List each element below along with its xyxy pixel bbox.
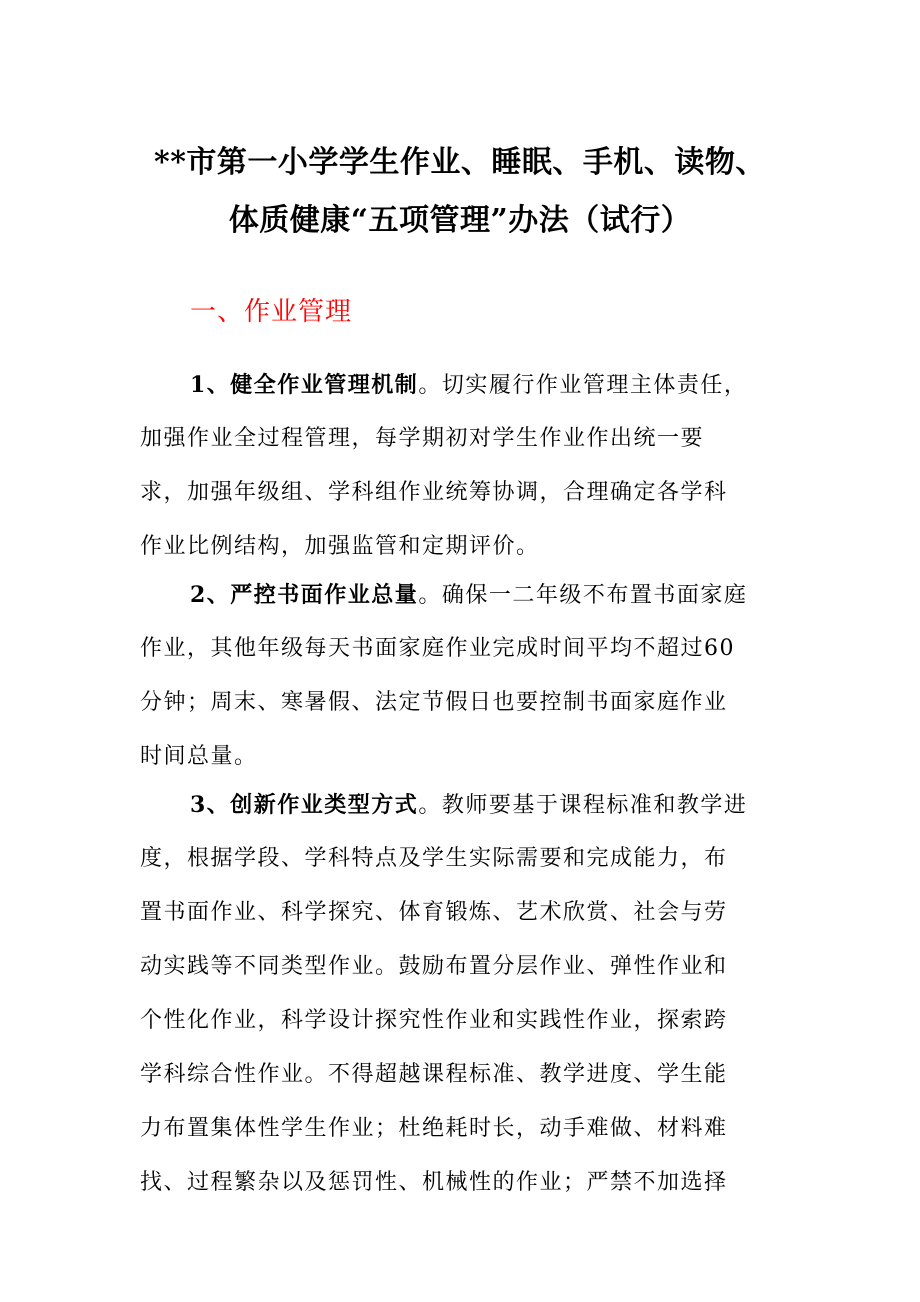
paragraph-2-line-1 (140, 575, 780, 629)
paragraph-2-text: 。确保一二年级不布置书面家庭 (418, 583, 748, 608)
paragraph-1 (140, 365, 780, 581)
paragraph-1-line-4: 作业比例结构，加强监管和定期评价。 (140, 534, 540, 559)
paragraph-1-line-1 (140, 365, 780, 419)
section-heading-homework-management: 一、作业管理 (190, 297, 353, 327)
paragraph-1-line-2: 加强作业全过程管理，每学期初对学生作业作出统一要 (140, 426, 705, 451)
paragraph-2-line-4: 时间总量。 (140, 744, 258, 769)
paragraph-3-line-2: 度，根据学段、学科特点及学生实际需要和完成能力，布 (140, 846, 728, 871)
paragraph-3-text: 。教师要基于课程标准和教学进 (418, 793, 748, 818)
paragraph-3-lead: 3、创新作业类型方式 (190, 792, 419, 818)
paragraph-2 (140, 575, 780, 791)
paragraph-2-lead: 2、严控书面作业总量 (190, 582, 419, 608)
paragraph-2-line-2: 作业，其他年级每天书面家庭作业完成时间平均不超过60 (140, 636, 735, 661)
paragraph-1-text: 。切实履行作业管理主体责任， (418, 373, 748, 398)
document-title-line-2: 体质健康“五项管理”办法（试行） (228, 203, 692, 238)
paragraph-3-line-1 (140, 785, 780, 839)
paragraph-3-line-3: 置书面作业、科学探究、体育锻炼、艺术欣赏、社会与劳 (140, 900, 728, 925)
paragraph-3 (140, 785, 780, 1217)
paragraph-2-line-3: 分钟；周末、寒暑假、法定节假日也要控制书面家庭作业 (140, 690, 728, 715)
paragraph-1-line-3: 求，加强年级组、学科组作业统筹协调，合理确定各学科 (140, 480, 728, 505)
paragraph-3-line-6: 学科综合性作业。不得超越课程标准、教学进度、学生能 (140, 1062, 728, 1087)
document-title-line-1: **市第一小学学生作业、睡眠、手机、读物、 (154, 145, 766, 180)
paragraph-1-lead: 1、健全作业管理机制 (190, 372, 419, 398)
paragraph-3-line-7: 力布置集体性学生作业；杜绝耗时长，动手难做、材料难 (140, 1116, 728, 1141)
paragraph-3-line-8: 找、过程繁杂以及惩罚性、机械性的作业；严禁不加选择 (140, 1170, 728, 1195)
paragraph-3-line-5: 个性化作业，科学设计探究性作业和实践性作业，探索跨 (140, 1008, 728, 1033)
paragraph-3-line-4: 动实践等不同类型作业。鼓励布置分层作业、弹性作业和 (140, 954, 728, 979)
